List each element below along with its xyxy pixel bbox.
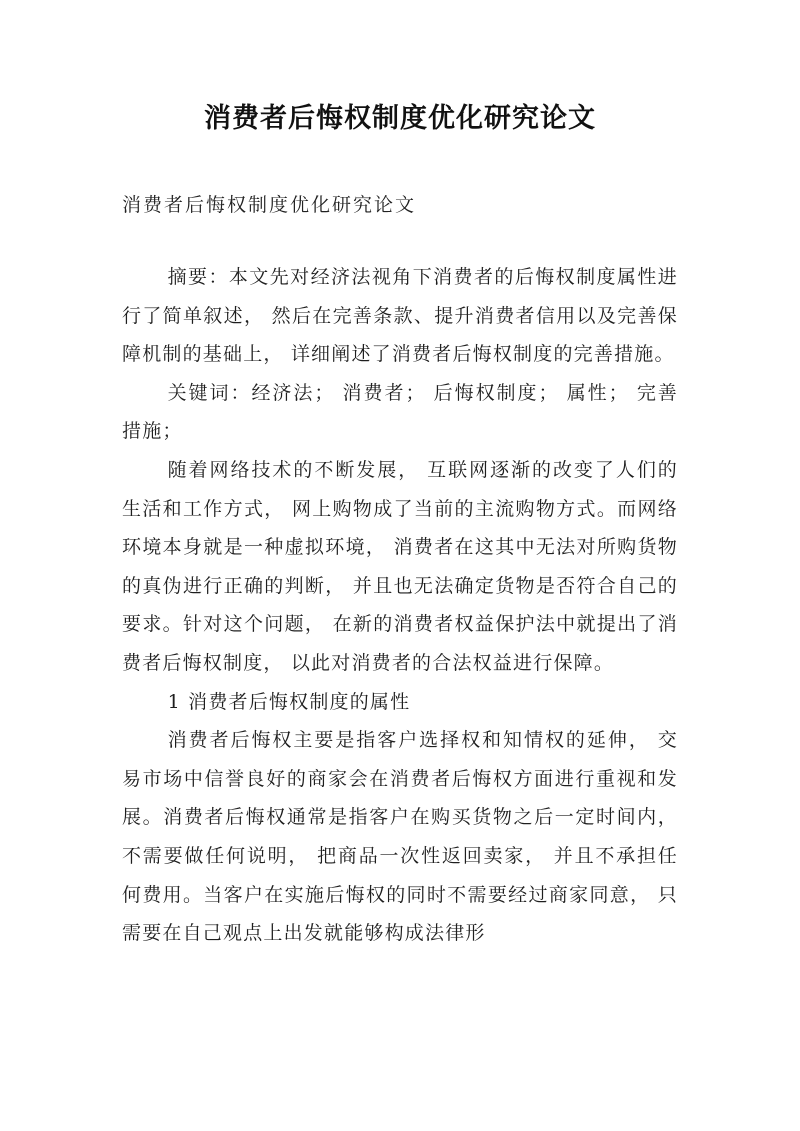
abstract-paragraph: 摘要：本文先对经济法视角下消费者的后悔权制度属性进行了简单叙述， 然后在完善条款、提升消费者信用以及完善保障机制的基础上， 详细阐述了消费者后悔权制度的完善措施。: [122, 266, 678, 366]
document-body: [122, 258, 678, 953]
document-title: 消费者后悔权制度优化研究论文: [204, 103, 596, 134]
section-heading: 1 消费者后悔权制度的属性: [167, 690, 411, 713]
keywords-paragraph: 关键词：经济法； 消费者； 后悔权制度； 属性； 完善措施；: [122, 381, 678, 443]
section-paragraph: 消费者后悔权主要是指客户选择权和知情权的延伸， 交易市场中信誉良好的商家会在消费者后悔权方面进行重视和发展。消费者后悔权通常是指客户在购买货物之后一定时间内， 不需要做任何说明， 把商品一次性返回卖家， 并且不承担任何费用。当客户在实施后悔权的同时不需要经过商家同意， 只需要在自己观点上出发就能够构成法律形: [122, 729, 678, 945]
intro-paragraph: 随着网络技术的不断发展， 互联网逐渐的改变了人们的生活和工作方式， 网上购物成了当前的主流购物方式。而网络环境本身就是一种虚拟环境， 消费者在这其中无法对所购货物的真伪进行正确的判断， 并且也无法确定货物是否符合自己的要求。针对这个问题， 在新的消费者权益保护法中就提出了消费者后悔权制度， 以此对消费者的合法权益进行保障。: [122, 458, 678, 674]
document-subtitle: 消费者后悔权制度优化研究论文: [122, 194, 417, 216]
